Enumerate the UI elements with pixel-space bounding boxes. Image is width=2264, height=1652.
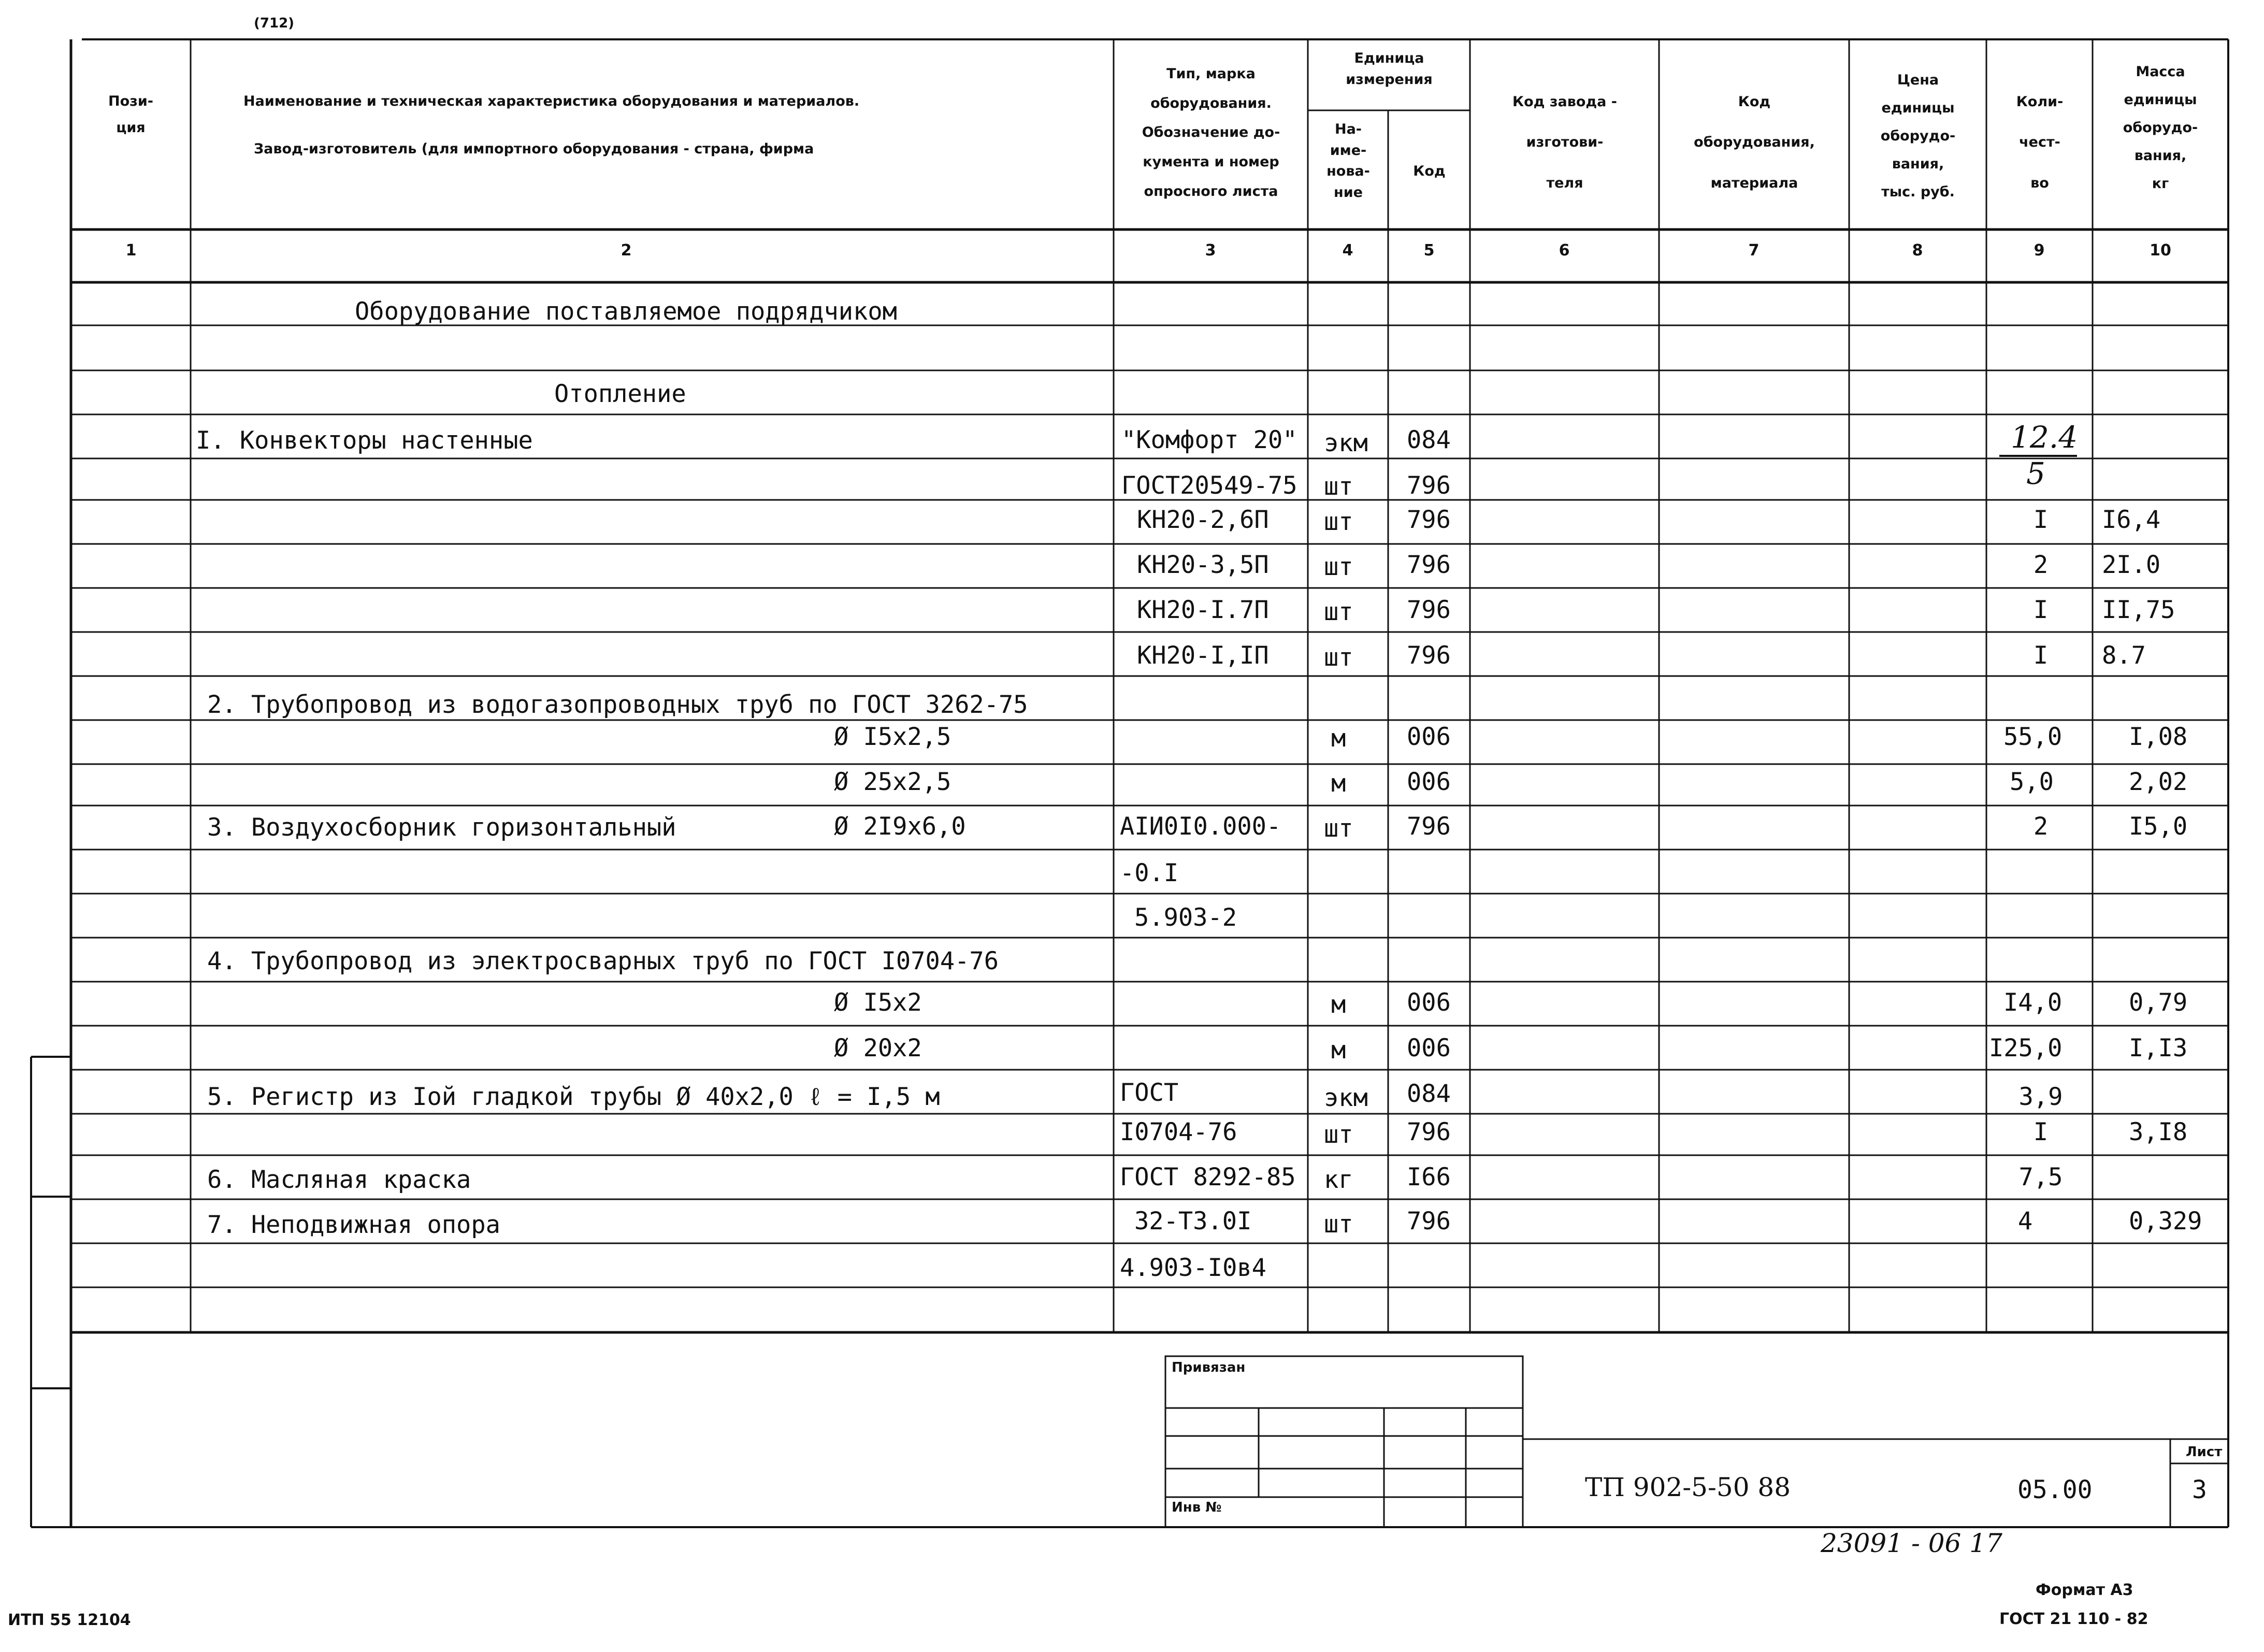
item-type: КН20-3,5П [1137, 551, 1269, 579]
item-diameter: Ø 25x2,5 [834, 768, 951, 796]
item-type: 4.903-I0в4 [1120, 1254, 1266, 1282]
item-unit: шт [1324, 1121, 1353, 1149]
item-code: 796 [1407, 812, 1451, 841]
section-title-heating: Отопление [554, 380, 686, 408]
col-number-9: 9 [2034, 241, 2045, 260]
item-qty: 55,0 [2003, 723, 2063, 751]
header-unit-name: На- име- нова- ние [1326, 121, 1370, 200]
item-unit: шт [1324, 472, 1353, 501]
item-qty: I [2033, 1118, 2049, 1146]
item-name: 3. Воздухосборник горизонтальный [207, 813, 676, 842]
col-number-5: 5 [1423, 241, 1435, 260]
item-diameter: Ø I5x2,5 [834, 723, 951, 751]
itp-label: ИТП 55 12104 [8, 1611, 131, 1629]
item-qty: 4 [2017, 1207, 2033, 1236]
item-type: КН20-2,6П [1137, 506, 1269, 534]
item-name: 2. Трубопровод из водогазопроводных труб по ГОСТ 3262-75 [207, 691, 1028, 719]
item-type: 32-Т3.0I [1134, 1207, 1252, 1236]
item-name: 6. Масляная краска [207, 1166, 471, 1194]
item-qty: I [2033, 641, 2049, 670]
item-mass: 0,79 [2129, 988, 2188, 1017]
col-number-1: 1 [125, 241, 137, 260]
item-mass: 3,I8 [2129, 1118, 2188, 1146]
item-code: 006 [1407, 988, 1451, 1017]
item-mass: 8.7 [2102, 641, 2146, 670]
item-mass: I,I3 [2129, 1034, 2188, 1062]
format-label: Формат А3 [2036, 1581, 2133, 1599]
item-code: 796 [1407, 641, 1451, 670]
header-name-line2: Завод-изготовитель (для импортного оборудования - страна, фирма [254, 141, 814, 157]
item-type: 5.903-2 [1134, 903, 1237, 932]
item-mass: 0,329 [2129, 1207, 2202, 1236]
item-unit: экм [1324, 429, 1368, 457]
item-qty: 5,0 [2010, 768, 2054, 796]
item-unit: шт [1324, 508, 1353, 536]
top-mark: (712) [254, 16, 295, 31]
header-equipment-code: Код оборудования, материала [1694, 94, 1815, 191]
item-mass: I,08 [2129, 723, 2188, 751]
header-mass: Масса единицы оборудо- вания, кг [2123, 64, 2198, 192]
stamp-privyazan: Привязан [1172, 1360, 1246, 1375]
header-unit-code: Код [1413, 163, 1446, 179]
item-type: ГОСТ20549-75 [1121, 471, 1297, 500]
item-unit: кг [1324, 1166, 1353, 1194]
item-name: 7. Неподвижная опора [207, 1211, 500, 1239]
item-type: "Комфорт 20" [1121, 426, 1297, 454]
archive-number: 23091 - 06 17 [1821, 1528, 2002, 1558]
item-unit: шт [1324, 553, 1353, 581]
item-code: 796 [1407, 471, 1451, 500]
item-qty: I [2033, 506, 2049, 534]
item-code: I66 [1407, 1163, 1451, 1191]
col-number-6: 6 [1559, 241, 1570, 260]
header-type: Тип, марка оборудования. Обозначение до- кумента и номер опросного листа [1142, 66, 1280, 199]
header-position: Пози- ция [108, 93, 153, 136]
item-unit: м [1331, 769, 1346, 798]
gost-label: ГОСТ 21 110 - 82 [1999, 1610, 2148, 1628]
item-qty-handwritten: 5 [2026, 456, 2045, 491]
col-number-2: 2 [621, 241, 632, 260]
item-unit: экм [1324, 1084, 1368, 1112]
item-qty: 3,9 [2018, 1083, 2063, 1111]
item-code: 796 [1407, 596, 1451, 624]
item-code: 796 [1407, 1207, 1451, 1236]
item-code: 006 [1407, 768, 1451, 796]
item-code: 796 [1407, 551, 1451, 579]
stamp-doc-code: ТП 902-5-50 88 [1585, 1472, 1791, 1502]
item-unit: шт [1324, 598, 1353, 626]
stamp-section: 05.00 [2017, 1475, 2093, 1504]
item-diameter: Ø 20x2 [834, 1034, 922, 1062]
item-name: I. Конвекторы настенные [196, 426, 533, 455]
item-mass: 2I.0 [2102, 551, 2161, 579]
stamp-inv-no: Инв № [1172, 1500, 1222, 1515]
item-qty-handwritten: 12.4 [2011, 420, 2078, 455]
item-qty: 7,5 [2018, 1163, 2063, 1191]
item-unit: шт [1324, 643, 1353, 672]
item-type: ГОСТ 8292-85 [1120, 1163, 1296, 1191]
item-type: I0704-76 [1120, 1118, 1237, 1146]
col-number-3: 3 [1205, 241, 1216, 260]
col-number-4: 4 [1342, 241, 1353, 260]
header-unit-group: Единица измерения [1346, 50, 1433, 88]
item-code: 796 [1407, 506, 1451, 534]
item-mass: II,75 [2102, 596, 2175, 624]
item-diameter: Ø I5x2 [834, 988, 922, 1017]
item-type: ГОСТ [1120, 1079, 1179, 1107]
col-number-7: 7 [1748, 241, 1760, 260]
item-unit: шт [1324, 1210, 1353, 1239]
item-type: AIИ0I0.000- [1120, 812, 1281, 841]
header-plant-code: Код завода - изготови- теля [1512, 94, 1617, 191]
item-name: 4. Трубопровод из электросварных труб по ГОСТ I0704-76 [207, 947, 999, 975]
item-code: 006 [1407, 723, 1451, 751]
stamp-sheet-number: 3 [2192, 1475, 2207, 1504]
item-mass: 2,02 [2129, 768, 2188, 796]
item-code: 796 [1407, 1118, 1451, 1146]
item-qty: I4,0 [2003, 988, 2063, 1017]
section-title-contractor: Оборудование поставляемое подрядчиком [355, 297, 897, 326]
item-qty: I [2033, 596, 2049, 624]
item-type: КН20-I,IП [1137, 641, 1269, 670]
item-unit: м [1331, 724, 1346, 753]
item-unit: м [1331, 1036, 1346, 1065]
header-price: Цена единицы оборудо- вания, тыс. руб. [1880, 72, 1956, 200]
item-code: 006 [1407, 1034, 1451, 1062]
item-unit: м [1331, 990, 1346, 1019]
col-number-10: 10 [2150, 241, 2171, 260]
item-qty: 2 [2033, 551, 2049, 579]
item-type: -0.I [1120, 859, 1179, 887]
header-quantity: Коли- чест- во [2016, 94, 2064, 191]
item-mass: I6,4 [2102, 506, 2161, 534]
item-name: 5. Регистр из Iой гладкой трубы Ø 40x2,0 ℓ = I,5 м [207, 1083, 940, 1111]
item-type: КН20-I.7П [1137, 596, 1269, 624]
item-qty: I25,0 [1989, 1034, 2063, 1062]
stamp-sheet-label: Лист [2186, 1444, 2223, 1460]
item-code: 084 [1407, 426, 1451, 454]
item-diameter: Ø 2I9x6,0 [834, 812, 966, 841]
header-name-line1: Наименование и техническая характеристика оборудования и материалов. [243, 93, 860, 109]
col-number-8: 8 [1912, 241, 1923, 260]
item-qty: 2 [2033, 812, 2049, 841]
item-mass: I5,0 [2129, 812, 2188, 841]
item-unit: шт [1324, 814, 1353, 843]
item-code: 084 [1407, 1080, 1451, 1108]
